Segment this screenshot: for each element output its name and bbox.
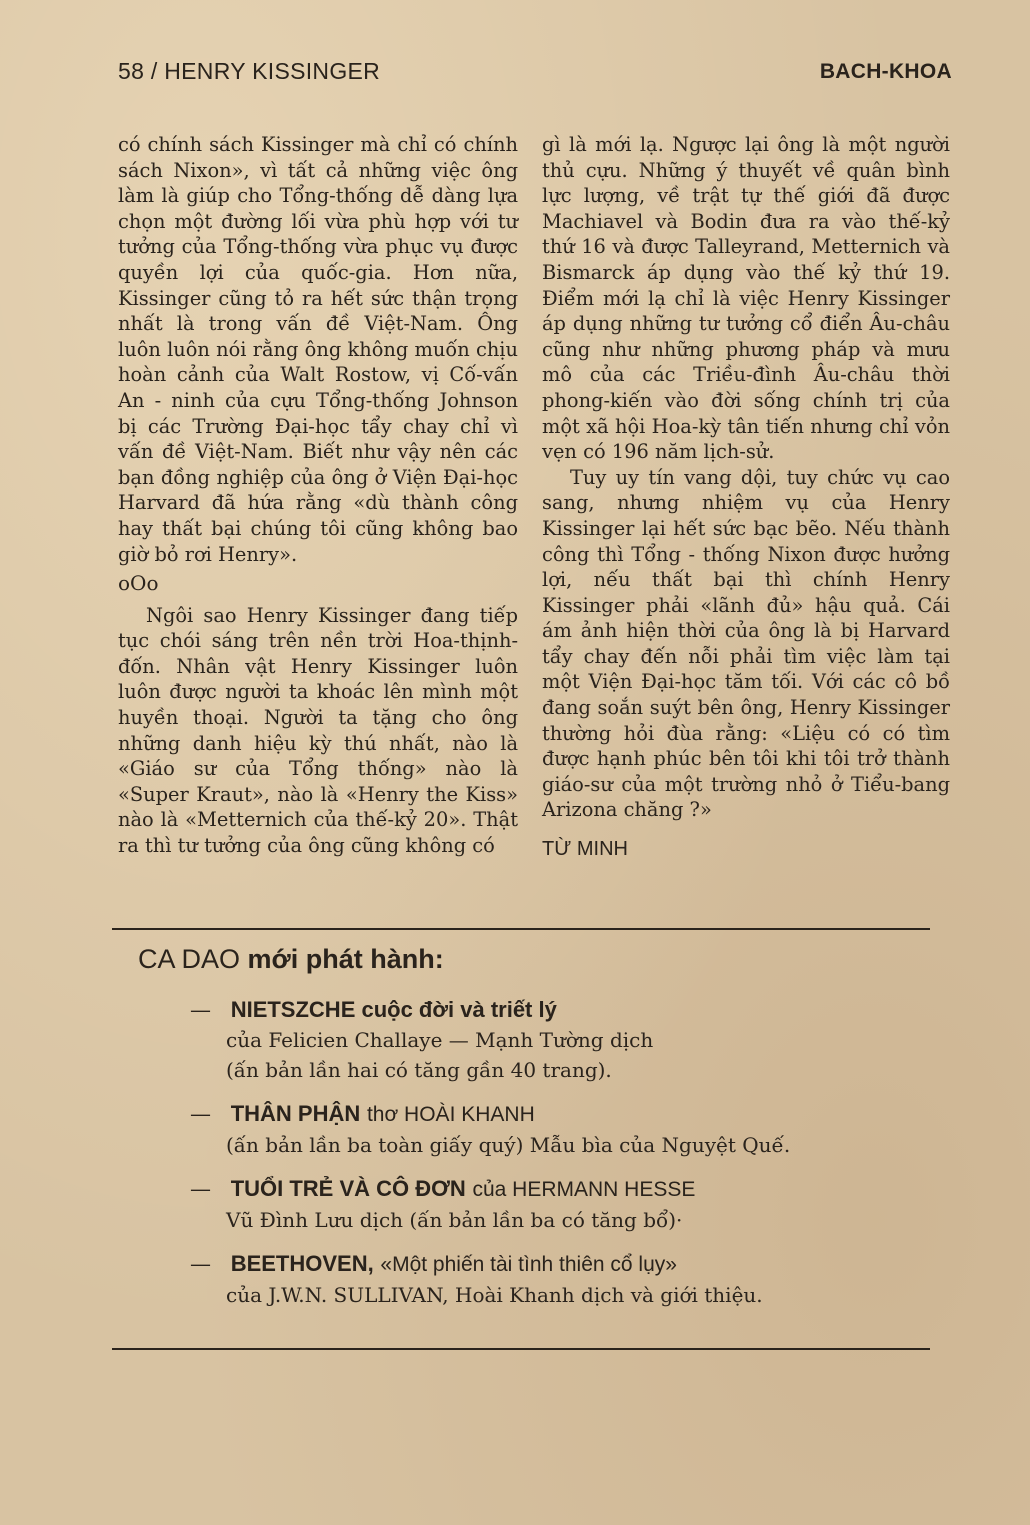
article-column-left: [118, 132, 518, 859]
book-detail: (ấn bản lần hai có tăng gần 40 trang).: [226, 1058, 612, 1082]
author-signature: TỪ MINH: [542, 838, 628, 861]
article-paragraph: Tuy uy tín vang dội, tuy chức vụ cao sang, nhưng nhiệm vụ của Henry Kissinger lại hết sức bạc bẽo. Nếu thành công thì Tổng - thống Nixon được hưởng lợi, nếu thất bại thì chính Henry Kissinger phải «lãnh đủ» hậu quả. Cái ám ảnh hiện thời của ông là bị Harvard tẩy chay đến nỗi phải tìm việc làm tại một Viện Đại-học tăm tối. Với các cô bồ đang soắn suýt bên ông, Henry Kissinger thường hỏi đùa rằng: «Liệu có có tìm được hạnh phúc bên tôi khi tôi trở thành giáo-sư của một trường nhỏ ở Tiểu-bang Arizona chăng ?»: [542, 465, 950, 822]
article-paragraph: Ngôi sao Henry Kissinger đang tiếp tục chói sáng trên nền trời Hoa-thịnh-đốn. Nhân vật Henry Kissinger luôn luôn được người ta khoác lên mình một huyền thoại. Người ta tặng cho ông những danh hiệu kỳ thú nhất, nào là «Giáo sư của Tổng thống» nào là «Super Kraut», nào là «Henry the Kiss» nào là «Metternich của thế-kỷ 20». Thật ra thì tư tưởng của ông cũng không có: [118, 603, 518, 858]
list-dash: —: [190, 1102, 211, 1126]
book-listing: [138, 1174, 928, 1235]
book-listing: [138, 995, 928, 1085]
book-subtitle: «Một phiến tài tình thiên cổ lụy»: [380, 1253, 677, 1276]
section-separator: oOo: [118, 571, 159, 596]
book-detail: của Felicien Challaye — Mạnh Tường dịch: [226, 1028, 654, 1052]
article-column-right: [542, 132, 950, 863]
ad-heading: [138, 944, 928, 975]
book-listing: [138, 1249, 928, 1310]
ad-top-rule: [112, 928, 930, 930]
book-detail: của J.W.N. SULLIVAN, Hoài Khanh dịch và giới thiệu.: [226, 1283, 763, 1307]
book-listing: [138, 1099, 928, 1160]
running-head-right: BACH-KHOA: [819, 60, 952, 83]
book-title: TUỔI TRẺ VÀ CÔ ĐƠN: [230, 1176, 466, 1201]
publisher-name: CA DAO: [138, 944, 241, 974]
publisher-advertisement: [138, 944, 928, 1324]
book-detail: (ấn bản lần ba toàn giấy quý) Mẫu bìa của Nguyệt Quế.: [226, 1133, 791, 1157]
page-header: [118, 52, 952, 92]
list-dash: —: [190, 1252, 211, 1276]
book-title: BEETHOVEN,: [230, 1251, 374, 1276]
list-dash: —: [190, 998, 211, 1022]
book-detail: Vũ Đình Lưu dịch (ấn bản lần ba có tăng bổ)·: [226, 1208, 683, 1232]
book-title: NIETSZCHE cuộc đời và triết lý: [230, 997, 557, 1022]
ad-heading-rest: mới phát hành:: [247, 944, 444, 974]
article-paragraph: gì là mới lạ. Ngược lại ông là một người thủ cựu. Những ý thuyết về quân bình lực lượng, về trật tự thế giới đã được Machiavel và Bodin đưa ra vào thế-kỷ thứ 16 và được Talleyrand, Metternich và Bismarck áp dụng vào thế kỷ thứ 19. Điểm mới lạ chỉ là việc Henry Kissinger áp dụng những tư tưởng cổ điển Âu-châu cũng như những phương pháp và mưu mô của các Triều-đình Âu-châu thời phong-kiến vào đời sống chính trị của một xã hội Hoa-kỳ tân tiến nhưng chỉ vỏn vẹn có 196 năm lịch-sử.: [542, 133, 950, 464]
running-head-left: 58 / HENRY KISSINGER: [118, 58, 381, 84]
list-dash: —: [190, 1177, 211, 1201]
book-author: của HERMANN HESSE: [472, 1178, 696, 1201]
ad-bottom-rule: [112, 1348, 930, 1350]
article-paragraph: có chính sách Kissinger mà chỉ có chính sách Nixon», vì tất cả những việc ông làm là giúp cho Tổng-thống dễ dàng lựa chọn một đường lối vừa phù hợp với tư tưởng của Tổng-thống vừa phục vụ được quyền lợi của quốc-gia. Hơn nữa, Kissinger cũng tỏ ra hết sức thận trọng nhất là trong vấn đề Việt-Nam. Ông luôn luôn nói rằng ông không muốn chịu hoàn cảnh của Walt Rostow, vị Cố-vấn An - ninh của cựu Tổng-thống Johnson bị các Trường Đại-học tẩy chay chỉ vì vấn đề Việt-Nam. Biết như vậy nên các bạn đồng nghiệp của ông ở Viện Đại-học Harvard đã hứa rằng «dù thành công hay thất bại chúng tôi cũng không bao giờ bỏ rơi Henry».: [118, 133, 518, 566]
book-author: thơ HOÀI KHANH: [366, 1103, 535, 1126]
book-title: THÂN PHẬN: [230, 1101, 361, 1126]
